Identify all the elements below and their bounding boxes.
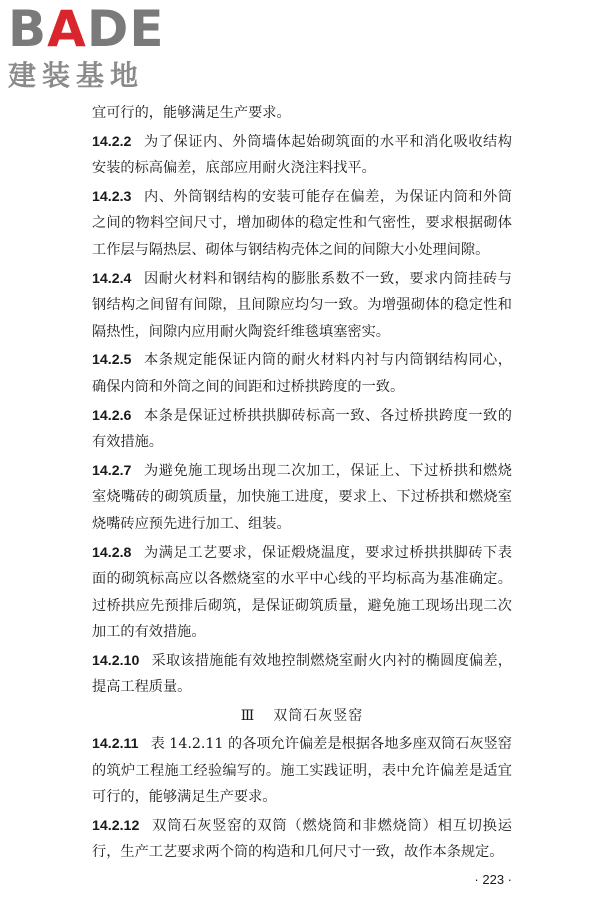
clause-number: 14.2.3 [92,188,132,205]
clause-14-2-11: 14.2.11 表 14.2.11 的各项允许偏差是根据各地多座双筒石灰竖窑的筑炉工程施工经验编写的。施工实践证明，表中允许偏差是适宜可行的，能够满足生产要求。 [92,736,512,806]
clause-14-2-6: 14.2.6 本条是保证过桥拱拱脚砖标高一致、各过桥拱跨度一致的有效措施。 [92,407,512,451]
section-roman-numeral: Ⅲ [240,708,256,725]
section-heading [92,703,512,729]
clause-14-2-7: 14.2.7 为避免施工现场出现二次加工，保证上、下过桥拱和燃烧室烧嘴砖的砌筑质量，加快施工进度，要求上、下过桥拱和燃烧室烧嘴砖应预先进行加工、组装。 [92,462,512,532]
clause-number: 14.2.11 [92,736,139,753]
clause-14-2-5: 14.2.5 本条规定能保证内筒的耐火材料内衬与内筒钢结构同心，确保内筒和外筒之间的间距和过桥拱跨度的一致。 [92,352,512,395]
clause-number: 14.2.2 [92,133,132,150]
paragraph-continued: 宜可行的，能够满足生产要求。 [92,105,291,121]
clause-number: 14.2.6 [92,407,132,424]
brand-logo [8,0,183,96]
clause-14-2-4: 14.2.4 因耐火材料和钢结构的膨胀系数不一致，要求内筒挂砖与钢结构之间留有间隙，且间隙应均匀一致。为增强砌体的稳定性和隔热性，间隙内应用耐火陶瓷纤维毯填塞密实。 [92,270,512,340]
page-number: · 223 · [474,872,512,888]
clause-14-2-10: 14.2.10 采取该措施能有效地控制燃烧室耐火内衬的椭圆度偏差，提高工程质量。 [92,652,512,696]
section-title: 双筒石灰竖窑 [273,708,364,725]
clause-number: 14.2.7 [92,462,132,479]
clause-number: 14.2.12 [92,817,140,834]
clause-number: 14.2.8 [92,544,132,561]
clause-number: 14.2.4 [92,270,132,287]
clause-14-2-2: 14.2.2 为了保证内、外筒墙体起始砌筑面的水平和消化吸收结构安装的标高偏差，底部应用耐火浇注料找平。 [92,133,512,177]
clause-14-2-3: 14.2.3 内、外筒钢结构的安装可能存在偏差，为保证内筒和外筒之间的物料空间尺寸，增加砌体的稳定性和气密性，要求根据砌体工作层与隔热层、砌体与钢结构壳体之间的间隙大小处理间隙。 [92,188,512,258]
logo-subtitle: 建装基地 [8,59,145,92]
document-body [92,100,512,892]
clause-number: 14.2.5 [92,352,132,369]
clause-14-2-12: 14.2.12 双筒石灰竖窑的双筒（燃烧筒和非燃烧筒）相互切换运行，生产工艺要求两个筒的构造和几何尺寸一致，故作本条规定。 [92,817,512,861]
clause-14-2-8: 14.2.8 为满足工艺要求，保证煅烧温度，要求过桥拱拱脚砖下表面的砌筑标高应以各燃烧室的水平中心线的平均标高为基准确定。过桥拱应先预排后砌筑，是保证砌筑质量，避免施工现场出现二次加工的有效措施。 [92,544,512,641]
logo-wordmark: BADE [8,0,165,58]
clause-number: 14.2.10 [92,652,140,669]
